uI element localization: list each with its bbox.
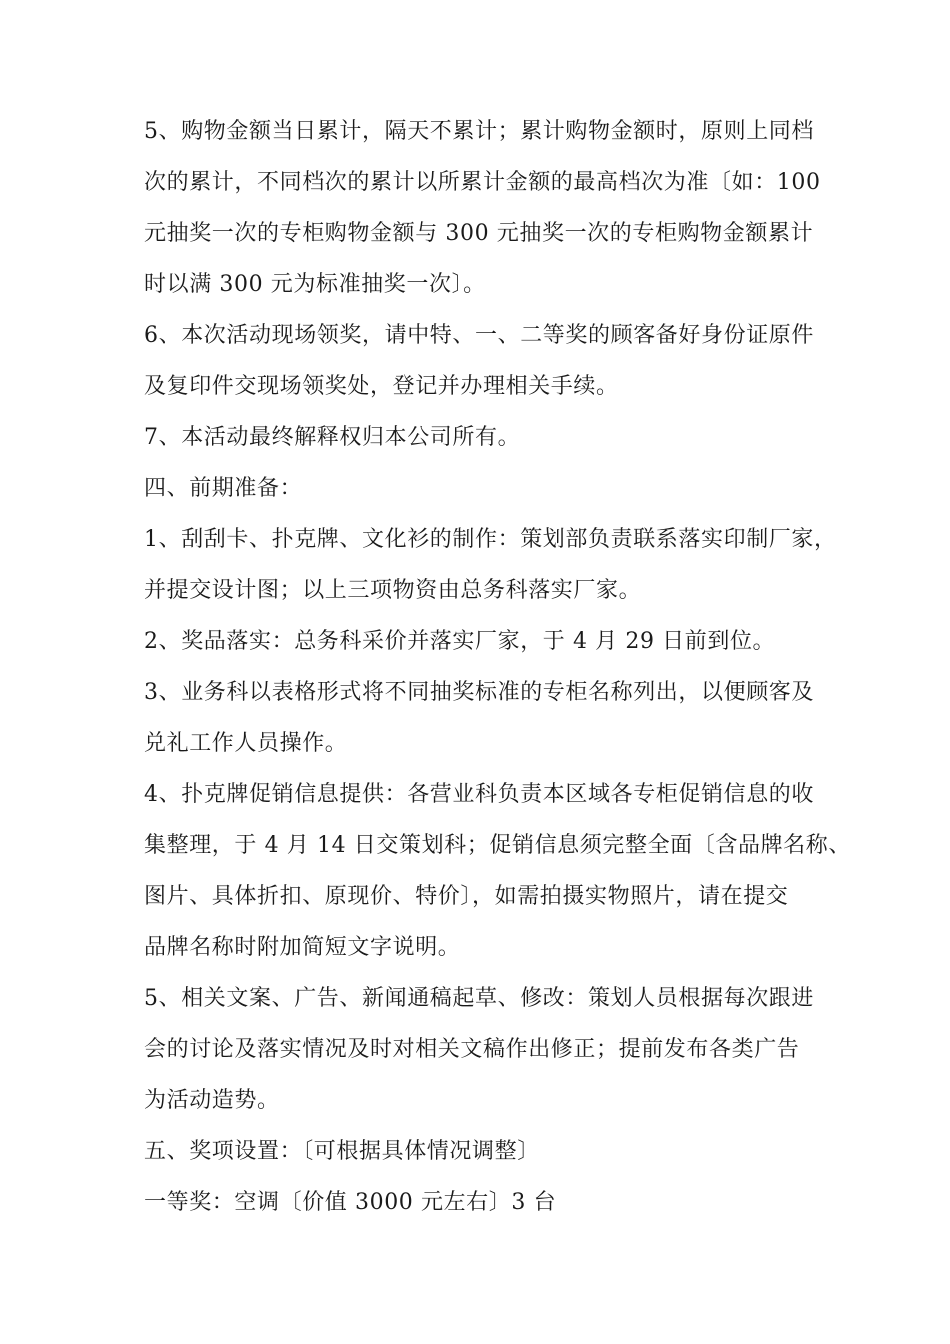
- text-line: 时以满 300 元为标准抽奖一次〕。: [144, 272, 486, 297]
- paragraph-item-5-rules: [144, 106, 834, 310]
- text-line: 并提交设计图；以上三项物资由总务科落实厂家。: [144, 578, 642, 603]
- text-line: 品牌名称时附加简短文字说明。: [144, 935, 461, 960]
- paragraph-item-6-rules: [144, 310, 834, 412]
- prize-first: [144, 1177, 834, 1228]
- text-line: 5、相关文案、广告、新闻通稿起草、修改：策划人员根据每次跟进: [144, 986, 814, 1011]
- text-line: 3、业务科以表格形式将不同抽奖标准的专柜名称列出，以便顾客及: [144, 680, 814, 705]
- text-line: 四、前期准备：: [144, 476, 303, 501]
- text-line: 2、奖品落实：总务科采价并落实厂家，于 4 月 29 日前到位。: [144, 629, 776, 654]
- text-line: 集整理，于 4 月 14 日交策划科；促销信息须完整全面〔含品牌名称、: [144, 833, 851, 858]
- paragraph-prep-5: [144, 973, 834, 1126]
- paragraph-prep-2: [144, 616, 834, 667]
- text-line: 及复印件交现场领奖处，登记并办理相关手续。: [144, 374, 619, 399]
- text-line: 为活动造势。: [144, 1088, 280, 1113]
- text-line: 6、本次活动现场领奖，请中特、一、二等奖的顾客备好身份证原件: [144, 323, 814, 348]
- paragraph-prep-3: [144, 667, 834, 769]
- text-line: 兑礼工作人员操作。: [144, 731, 348, 756]
- paragraph-prep-4: [144, 769, 851, 973]
- section-heading-5: [144, 1126, 834, 1177]
- text-line: 4、扑克牌促销信息提供：各营业科负责本区域各专柜促销信息的收: [144, 782, 814, 807]
- text-line: 元抽奖一次的专柜购物金额与 300 元抽奖一次的专柜购物金额累计: [144, 221, 814, 246]
- section-heading-4: [144, 463, 834, 514]
- text-line: 一等奖：空调〔价值 3000 元左右〕3 台: [144, 1190, 557, 1215]
- paragraph-item-7-rules: [144, 412, 834, 463]
- text-line: 5、购物金额当日累计，隔天不累计；累计购物金额时，原则上同档: [144, 119, 814, 144]
- text-line: 次的累计，不同档次的累计以所累计金额的最高档次为准〔如：100: [144, 170, 821, 195]
- paragraph-prep-1: [144, 514, 837, 616]
- text-line: 五、奖项设置：〔可根据具体情况调整〕: [144, 1139, 540, 1164]
- text-line: 图片、具体折扣、原现价、特价〕，如需拍摄实物照片，请在提交: [144, 884, 789, 909]
- text-line: 1、刮刮卡、扑克牌、文化衫的制作：策划部负责联系落实印制厂家，: [144, 527, 837, 552]
- text-line: 7、本活动最终解释权归本公司所有。: [144, 425, 521, 450]
- document-body: [144, 106, 851, 1228]
- text-line: 会的讨论及落实情况及时对相关文稿作出修正；提前发布各类广告: [144, 1037, 800, 1062]
